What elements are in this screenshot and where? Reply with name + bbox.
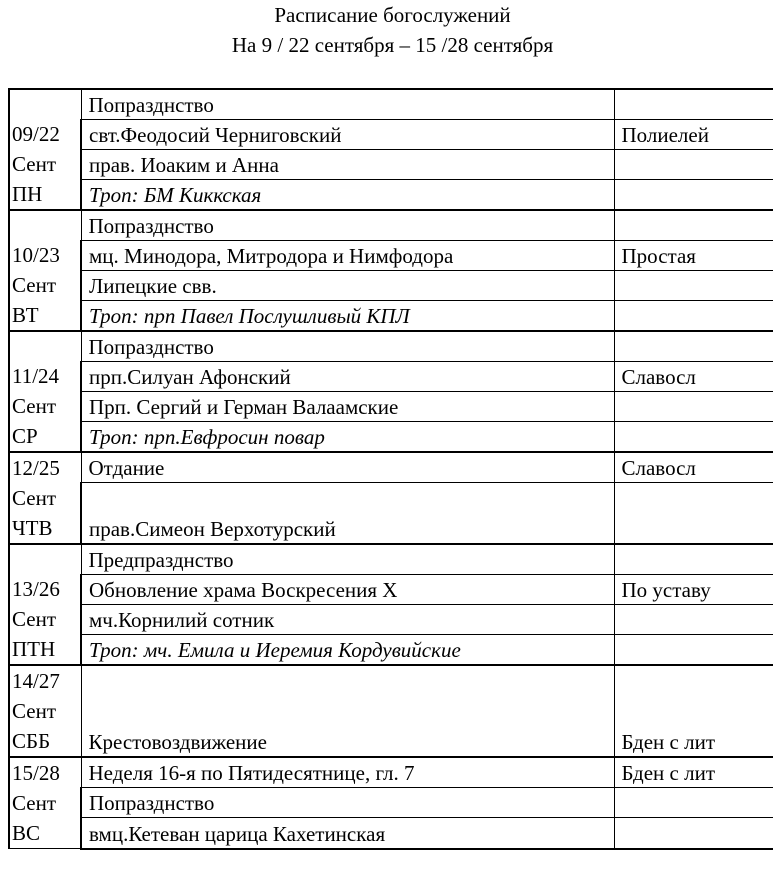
commemoration-cell: Отдание xyxy=(81,452,614,483)
schedule-row xyxy=(9,241,773,271)
schedule-row xyxy=(9,422,773,453)
commemoration-cell: Попразднство xyxy=(81,788,614,818)
schedule-row xyxy=(9,89,773,120)
commemoration-cell: прав.Симеон Верхотурский xyxy=(81,483,614,544)
schedule-row xyxy=(9,271,773,301)
commemoration-cell: прав. Иоаким и Анна xyxy=(81,150,614,180)
schedule-row xyxy=(9,544,773,575)
schedule-row xyxy=(9,483,773,544)
day-date-cell xyxy=(9,89,81,210)
commemoration-cell: Троп: прп Павел Послушливый КПЛ xyxy=(81,301,614,332)
day-month: Сент xyxy=(12,486,56,510)
commemoration-cell: Обновление храма Воскресения Х xyxy=(81,575,614,605)
commemoration-cell: мц. Минодора, Митродора и Нимфодора xyxy=(81,241,614,271)
day-weekday: ЧТВ xyxy=(12,516,53,540)
service-type-cell: Простая xyxy=(614,241,773,271)
service-type-cell xyxy=(614,301,773,332)
commemoration-cell: прп.Силуан Афонский xyxy=(81,362,614,392)
service-type-cell xyxy=(614,180,773,211)
schedule-row xyxy=(9,301,773,332)
schedule-row xyxy=(9,331,773,362)
day-date-cell xyxy=(9,331,81,452)
commemoration-cell: мч.Корнилий сотник xyxy=(81,605,614,635)
commemoration-cell: Троп: БМ Kиккская xyxy=(81,180,614,211)
service-type-cell xyxy=(614,210,773,241)
page-title: Расписание богослужений xyxy=(274,3,511,27)
schedule-row xyxy=(9,575,773,605)
service-type-cell xyxy=(614,271,773,301)
commemoration-cell: вмц.Кетеван царица Кахетинская xyxy=(81,818,614,849)
service-type-cell: Бден с лит xyxy=(614,757,773,788)
day-month: Сент xyxy=(12,394,56,418)
day-date-cell xyxy=(9,544,81,665)
schedule-row xyxy=(9,757,773,788)
service-type-cell xyxy=(614,150,773,180)
day-weekday: СББ xyxy=(12,729,51,753)
day-month: Сент xyxy=(12,273,56,297)
day-weekday: ВТ xyxy=(12,303,39,327)
commemoration-cell: Липецкие свв. xyxy=(81,271,614,301)
service-type-cell: Бден с лит xyxy=(614,665,773,757)
day-date: 11/24 xyxy=(12,364,60,388)
service-type-cell: По уставу xyxy=(614,575,773,605)
day-date: 13/26 xyxy=(12,577,60,601)
service-type-cell xyxy=(614,788,773,818)
service-type-cell xyxy=(614,89,773,120)
day-date: 12/25 xyxy=(12,456,60,480)
day-month: Сент xyxy=(12,699,56,723)
day-month: Сент xyxy=(12,607,56,631)
service-type-cell: Славосл xyxy=(614,452,773,483)
service-type-cell xyxy=(614,605,773,635)
service-type-cell xyxy=(614,422,773,453)
service-type-cell xyxy=(614,331,773,362)
date-range-subtitle: На 9 / 22 сентября – 15 /28 сентября xyxy=(231,33,554,57)
commemoration-cell: Попразднство xyxy=(81,210,614,241)
service-type-cell xyxy=(614,483,773,544)
commemoration-cell: Попразднство xyxy=(81,89,614,120)
day-date: 15/28 xyxy=(12,761,60,785)
commemoration-cell: Прп. Сергий и Герман Валаамские xyxy=(81,392,614,422)
service-type-cell xyxy=(614,818,773,849)
commemoration-cell: Троп: мч. Емила и Иеремия Кордувийские xyxy=(81,635,614,666)
commemoration-cell: Неделя 16-я по Пятидесятнице, гл. 7 xyxy=(81,757,614,788)
day-date-cell xyxy=(9,210,81,331)
schedule-row xyxy=(9,180,773,211)
schedule-row xyxy=(9,362,773,392)
day-date-cell xyxy=(9,452,81,544)
schedule-row xyxy=(9,818,773,849)
schedule-row xyxy=(9,210,773,241)
day-date: 09/22 xyxy=(12,122,60,146)
service-type-cell xyxy=(614,635,773,666)
schedule-row xyxy=(9,788,773,818)
commemoration-cell: Крестовоздвижение xyxy=(81,665,614,757)
service-type-cell xyxy=(614,392,773,422)
day-weekday: ПН xyxy=(12,182,43,206)
day-weekday: ВС xyxy=(12,821,41,845)
day-date: 14/27 xyxy=(12,669,60,693)
schedule-row xyxy=(9,392,773,422)
schedule-row xyxy=(9,120,773,150)
service-type-cell xyxy=(614,544,773,575)
day-date: 10/23 xyxy=(12,243,60,267)
schedule-table xyxy=(8,88,773,850)
commemoration-cell: Попразднство xyxy=(81,331,614,362)
day-month: Сент xyxy=(12,791,56,815)
schedule-row xyxy=(9,150,773,180)
service-type-cell: Славосл xyxy=(614,362,773,392)
schedule-row xyxy=(9,605,773,635)
commemoration-cell: Предпразднство xyxy=(81,544,614,575)
schedule-row xyxy=(9,665,773,757)
day-date-cell xyxy=(9,665,81,757)
schedule-row xyxy=(9,452,773,483)
day-date-cell xyxy=(9,757,81,849)
day-weekday: ПТН xyxy=(12,637,56,661)
service-type-cell: Полиелей xyxy=(614,120,773,150)
day-month: Сент xyxy=(12,152,56,176)
commemoration-cell: свт.Феодосий Черниговский xyxy=(81,120,614,150)
schedule-row xyxy=(9,635,773,666)
day-weekday: СР xyxy=(12,424,38,448)
commemoration-cell: Троп: прп.Евфросин повар xyxy=(81,422,614,453)
